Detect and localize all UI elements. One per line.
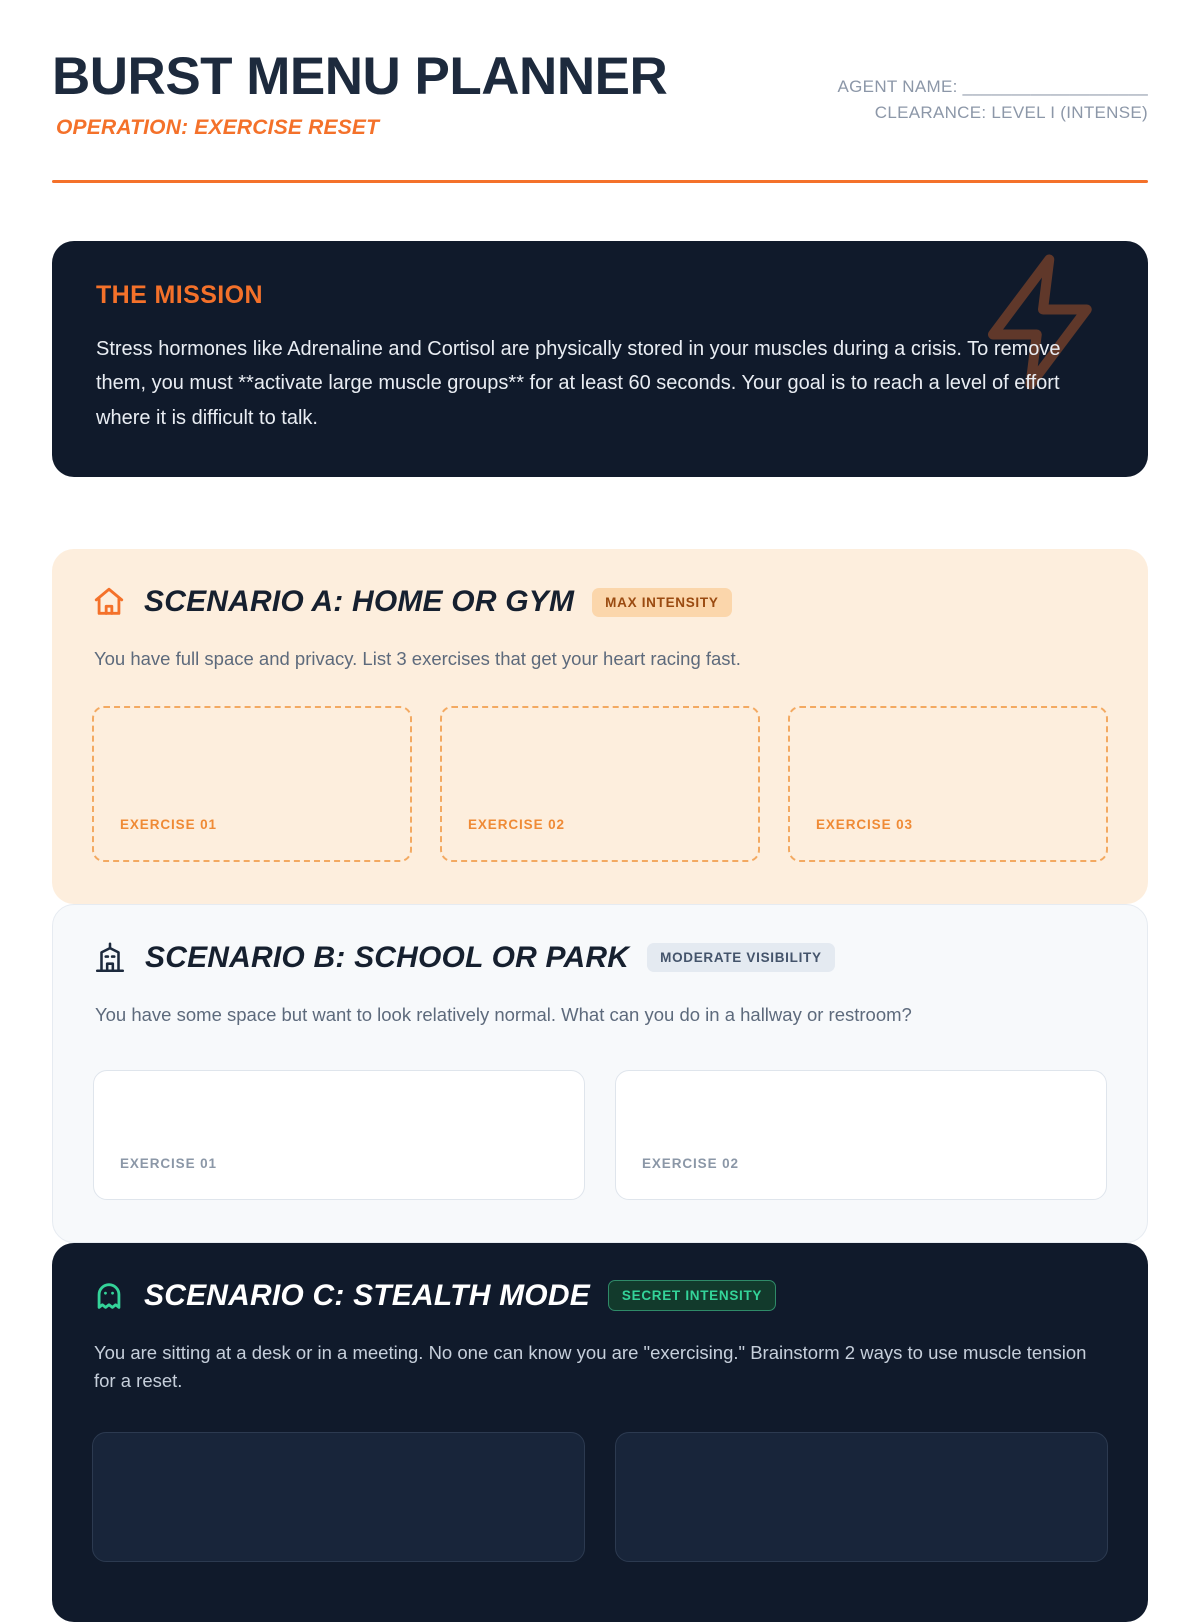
- exercise-input-slot[interactable]: [92, 706, 412, 862]
- scenario-c-slots: [92, 1432, 1108, 1562]
- scenario-a-card: [52, 549, 1148, 904]
- slot-label: EXERCISE 02: [642, 1155, 739, 1171]
- scenario-b-title: SCENARIO B: SCHOOL OR PARK: [145, 940, 630, 974]
- scenario-a-description: You have full space and privacy. List 3 exercises that get your heart racing fast.: [94, 648, 741, 670]
- slot-label: EXERCISE 01: [120, 1155, 217, 1171]
- mission-body: Stress hormones like Adrenaline and Cortisol are physically stored in your muscles during a crisis. To remove them, you must **activate large muscle groups** for at least 60 seconds. Your goal is to reach a level of effort where it is difficult to talk.: [96, 338, 1061, 429]
- slot-label: EXERCISE 03: [816, 816, 913, 832]
- mission-panel: [52, 241, 1148, 477]
- scenario-a-slots: [92, 706, 1108, 862]
- title-block: [52, 47, 668, 140]
- ghost-icon: [92, 1279, 126, 1313]
- page-header: [52, 47, 1148, 140]
- clearance-level: CLEARANCE: LEVEL I (INTENSE): [874, 103, 1148, 123]
- scenario-c-title: SCENARIO C: STEALTH MODE: [144, 1278, 590, 1312]
- mission-heading: THE MISSION: [96, 281, 263, 309]
- exercise-input-slot[interactable]: [440, 706, 760, 862]
- scenario-c-header: [92, 1279, 1108, 1313]
- agent-name-field[interactable]: AGENT NAME: ___________________: [837, 77, 1148, 96]
- header-meta: [838, 50, 1148, 127]
- scenario-b-slots: [93, 1070, 1107, 1200]
- scenario-a-header: [92, 585, 1108, 619]
- scenario-c-card: [52, 1243, 1148, 1622]
- scenario-b-card: [52, 904, 1148, 1243]
- scenario-b-description: You have some space but want to look relatively normal. What can you do in a hallway or restroom?: [95, 1003, 912, 1025]
- exercise-input-slot[interactable]: [93, 1070, 585, 1200]
- scenario-b-header: [93, 941, 1107, 975]
- exercise-input-slot[interactable]: [788, 706, 1108, 862]
- scenario-a-badge: MAX INTENSITY: [592, 588, 731, 617]
- page-title: BURST MENU PLANNER: [52, 47, 668, 106]
- exercise-input-slot[interactable]: [615, 1070, 1107, 1200]
- page-subtitle: OPERATION: EXERCISE RESET: [56, 116, 380, 139]
- exercise-input-slot[interactable]: [92, 1432, 585, 1562]
- header-divider: [52, 180, 1148, 183]
- scenario-c-badge: SECRET INTENSITY: [608, 1280, 776, 1311]
- scenario-a-title: SCENARIO A: HOME OR GYM: [144, 585, 575, 619]
- exercise-input-slot[interactable]: [615, 1432, 1108, 1562]
- scenario-b-badge: MODERATE VISIBILITY: [647, 943, 835, 972]
- slot-label: EXERCISE 02: [468, 816, 565, 832]
- scenario-c-description: You are sitting at a desk or in a meeting. No one can know you are "exercising." Brainstorm 2 ways to use muscle tension for a reset.: [94, 1341, 1087, 1392]
- home-icon: [92, 585, 126, 619]
- slot-label: EXERCISE 01: [120, 816, 217, 832]
- school-building-icon: [93, 941, 127, 975]
